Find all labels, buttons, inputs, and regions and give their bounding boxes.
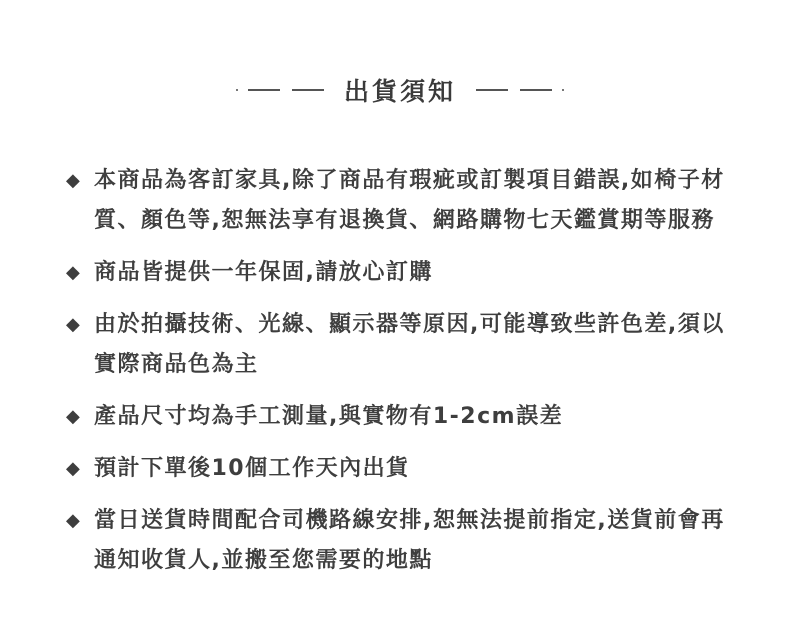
diamond-bullet-icon: ◆ bbox=[66, 510, 82, 531]
diamond-bullet-icon: ◆ bbox=[66, 458, 82, 479]
notice-text: 當日送貨時間配合司機路線安排,恕無法提前指定,送貨前會再通知收貨人,並搬至您需要的地點 bbox=[94, 508, 725, 573]
notice-text: 預計下單後10個工作天內出貨 bbox=[94, 456, 410, 481]
notice-item bbox=[66, 305, 746, 385]
notice-text: 由於拍攝技術、光線、顯示器等原因,可能導致些許色差,須以實際商品色為主 bbox=[94, 312, 725, 377]
notice-item bbox=[66, 161, 746, 241]
notice-item bbox=[66, 449, 746, 489]
notice-list bbox=[66, 161, 746, 593]
diamond-bullet-icon: ◆ bbox=[66, 406, 82, 427]
header-decoration-right bbox=[476, 70, 564, 110]
notice-text: 本商品為客訂家具,除了商品有瑕疵或訂製項目錯誤,如椅子材質、顏色等,恕無法享有退換貨、網路購物七天鑑賞期等服務 bbox=[94, 168, 725, 233]
notice-text: 產品尺寸均為手工測量,與實物有1-2cm誤差 bbox=[94, 404, 564, 429]
notice-item bbox=[66, 501, 746, 581]
notice-item bbox=[66, 397, 746, 437]
header-decoration-left bbox=[236, 70, 324, 110]
page-title: 出貨須知 bbox=[343, 77, 456, 106]
notice-item bbox=[66, 253, 746, 293]
diamond-bullet-icon: ◆ bbox=[66, 170, 82, 191]
diamond-bullet-icon: ◆ bbox=[66, 262, 82, 283]
notice-text: 商品皆提供一年保固,請放心訂購 bbox=[94, 260, 433, 285]
diamond-bullet-icon: ◆ bbox=[66, 314, 82, 335]
section-header bbox=[0, 70, 800, 110]
